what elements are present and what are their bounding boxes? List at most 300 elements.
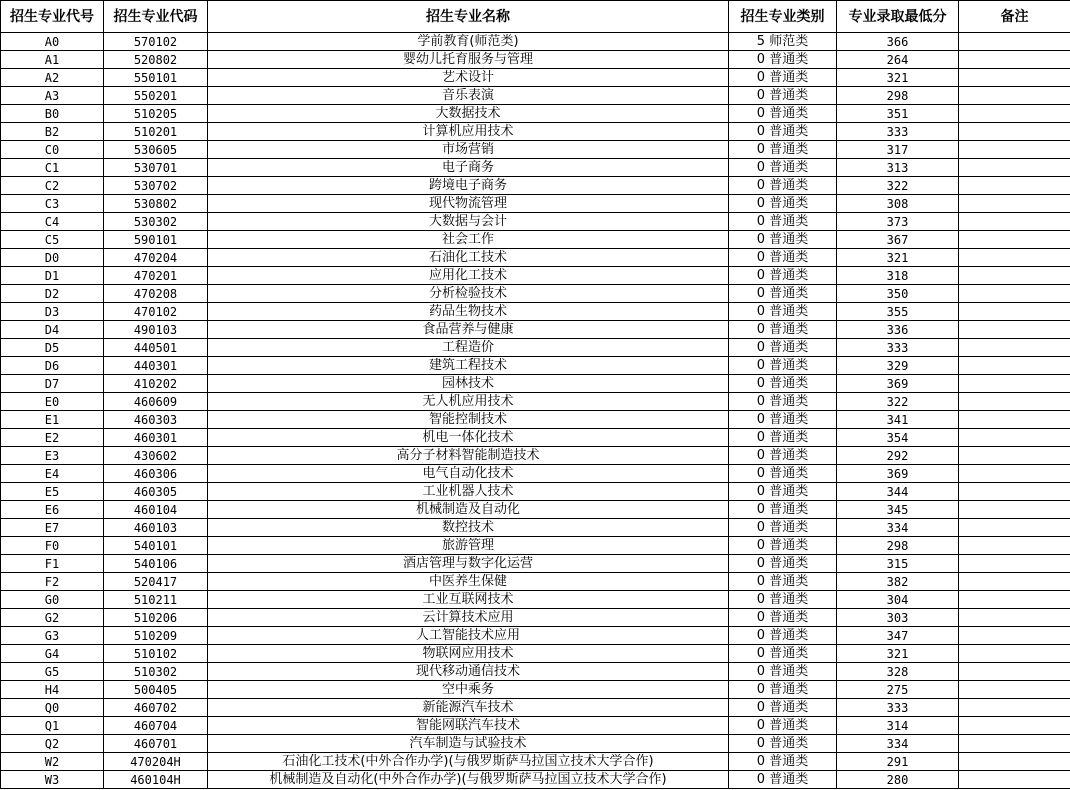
cell-major-category: 0 普通类: [729, 663, 837, 681]
table-row: [1, 645, 1070, 663]
cell-program-code: Q0: [1, 699, 104, 717]
cell-major-code: 460301: [104, 429, 208, 447]
cell-min-score: 329: [837, 357, 959, 375]
cell-program-code: D6: [1, 357, 104, 375]
cell-major-category: 0 普通类: [729, 339, 837, 357]
cell-major-code: 460701: [104, 735, 208, 753]
table-row: [1, 465, 1070, 483]
cell-note: [959, 195, 1070, 213]
cell-major-name: 机械制造及自动化: [208, 501, 729, 519]
cell-major-code: 550101: [104, 69, 208, 87]
cell-min-score: 347: [837, 627, 959, 645]
cell-min-score: 350: [837, 285, 959, 303]
cell-major-code: 500405: [104, 681, 208, 699]
cell-note: [959, 87, 1070, 105]
cell-program-code: D5: [1, 339, 104, 357]
cell-program-code: E3: [1, 447, 104, 465]
cell-major-category: 0 普通类: [729, 573, 837, 591]
cell-major-category: 0 普通类: [729, 717, 837, 735]
cell-major-code: 550201: [104, 87, 208, 105]
cell-major-code: 460104H: [104, 771, 208, 789]
cell-major-code: 530701: [104, 159, 208, 177]
table-header: [1, 1, 1070, 33]
cell-major-name: 高分子材料智能制造技术: [208, 447, 729, 465]
cell-major-name: 石油化工技术(中外合作办学)(与俄罗斯萨马拉国立技术大学合作): [208, 753, 729, 771]
cell-major-code: 460104: [104, 501, 208, 519]
table-row: [1, 321, 1070, 339]
cell-min-score: 369: [837, 375, 959, 393]
cell-major-name: 机械制造及自动化(中外合作办学)(与俄罗斯萨马拉国立技术大学合作): [208, 771, 729, 789]
cell-major-category: 0 普通类: [729, 699, 837, 717]
cell-program-code: F2: [1, 573, 104, 591]
cell-major-name: 现代移动通信技术: [208, 663, 729, 681]
cell-major-name: 跨境电子商务: [208, 177, 729, 195]
cell-note: [959, 213, 1070, 231]
table-row: [1, 33, 1070, 51]
cell-note: [959, 141, 1070, 159]
cell-major-code: 470204H: [104, 753, 208, 771]
cell-program-code: C3: [1, 195, 104, 213]
cell-program-code: D1: [1, 267, 104, 285]
cell-min-score: 291: [837, 753, 959, 771]
table-row: [1, 591, 1070, 609]
cell-major-code: 540101: [104, 537, 208, 555]
cell-note: [959, 159, 1070, 177]
cell-major-category: 0 普通类: [729, 501, 837, 519]
cell-major-name: 园林技术: [208, 375, 729, 393]
cell-note: [959, 339, 1070, 357]
table-row: [1, 267, 1070, 285]
cell-program-code: B0: [1, 105, 104, 123]
cell-major-category: 0 普通类: [729, 231, 837, 249]
cell-major-code: 430602: [104, 447, 208, 465]
cell-major-name: 工程造价: [208, 339, 729, 357]
cell-major-category: 0 普通类: [729, 483, 837, 501]
cell-note: [959, 33, 1070, 51]
table-row: [1, 249, 1070, 267]
cell-major-category: 0 普通类: [729, 159, 837, 177]
cell-major-name: 无人机应用技术: [208, 393, 729, 411]
table-row: [1, 123, 1070, 141]
cell-major-category: 0 普通类: [729, 753, 837, 771]
cell-major-category: 0 普通类: [729, 465, 837, 483]
cell-major-code: 510205: [104, 105, 208, 123]
cell-major-name: 建筑工程技术: [208, 357, 729, 375]
header-note: 备注: [959, 1, 1070, 33]
cell-major-category: 0 普通类: [729, 735, 837, 753]
cell-note: [959, 465, 1070, 483]
cell-major-name: 电子商务: [208, 159, 729, 177]
table-row: [1, 699, 1070, 717]
cell-note: [959, 249, 1070, 267]
cell-major-name: 现代物流管理: [208, 195, 729, 213]
cell-major-category: 0 普通类: [729, 429, 837, 447]
cell-min-score: 314: [837, 717, 959, 735]
cell-min-score: 382: [837, 573, 959, 591]
cell-note: [959, 771, 1070, 789]
cell-major-name: 空中乘务: [208, 681, 729, 699]
cell-major-category: 0 普通类: [729, 447, 837, 465]
cell-program-code: D0: [1, 249, 104, 267]
cell-min-score: 351: [837, 105, 959, 123]
table-row: [1, 771, 1070, 789]
cell-min-score: 344: [837, 483, 959, 501]
cell-min-score: 334: [837, 735, 959, 753]
cell-note: [959, 123, 1070, 141]
cell-major-name: 新能源汽车技术: [208, 699, 729, 717]
cell-program-code: E1: [1, 411, 104, 429]
cell-major-code: 470208: [104, 285, 208, 303]
cell-min-score: 264: [837, 51, 959, 69]
cell-note: [959, 519, 1070, 537]
cell-major-category: 0 普通类: [729, 627, 837, 645]
header-row: [1, 1, 1070, 33]
cell-min-score: 280: [837, 771, 959, 789]
cell-min-score: 313: [837, 159, 959, 177]
cell-major-code: 510211: [104, 591, 208, 609]
cell-major-category: 0 普通类: [729, 285, 837, 303]
cell-major-code: 520802: [104, 51, 208, 69]
cell-major-category: 0 普通类: [729, 609, 837, 627]
cell-major-code: 410202: [104, 375, 208, 393]
cell-major-category: 0 普通类: [729, 195, 837, 213]
cell-major-code: 440301: [104, 357, 208, 375]
cell-major-category: 0 普通类: [729, 321, 837, 339]
cell-major-name: 艺术设计: [208, 69, 729, 87]
cell-program-code: B2: [1, 123, 104, 141]
cell-min-score: 304: [837, 591, 959, 609]
cell-major-category: 0 普通类: [729, 537, 837, 555]
cell-major-category: 0 普通类: [729, 213, 837, 231]
table-row: [1, 573, 1070, 591]
cell-major-code: 460303: [104, 411, 208, 429]
cell-major-code: 510209: [104, 627, 208, 645]
cell-note: [959, 357, 1070, 375]
cell-program-code: E4: [1, 465, 104, 483]
table-row: [1, 447, 1070, 465]
cell-min-score: 315: [837, 555, 959, 573]
table-row: [1, 753, 1070, 771]
table-row: [1, 537, 1070, 555]
cell-min-score: 321: [837, 645, 959, 663]
cell-note: [959, 663, 1070, 681]
cell-major-category: 0 普通类: [729, 771, 837, 789]
table-row: [1, 393, 1070, 411]
cell-program-code: D2: [1, 285, 104, 303]
cell-major-category: 0 普通类: [729, 591, 837, 609]
table-row: [1, 195, 1070, 213]
cell-min-score: 322: [837, 393, 959, 411]
table-row: [1, 69, 1070, 87]
cell-major-name: 物联网应用技术: [208, 645, 729, 663]
cell-major-code: 460103: [104, 519, 208, 537]
cell-note: [959, 411, 1070, 429]
cell-major-name: 汽车制造与试验技术: [208, 735, 729, 753]
cell-major-category: 0 普通类: [729, 51, 837, 69]
cell-major-code: 460306: [104, 465, 208, 483]
cell-program-code: E2: [1, 429, 104, 447]
cell-major-name: 数控技术: [208, 519, 729, 537]
cell-note: [959, 555, 1070, 573]
cell-major-code: 490103: [104, 321, 208, 339]
cell-min-score: 292: [837, 447, 959, 465]
cell-major-code: 590101: [104, 231, 208, 249]
cell-program-code: C1: [1, 159, 104, 177]
cell-major-category: 0 普通类: [729, 411, 837, 429]
cell-major-code: 530702: [104, 177, 208, 195]
cell-program-code: G5: [1, 663, 104, 681]
cell-note: [959, 591, 1070, 609]
cell-program-code: E0: [1, 393, 104, 411]
cell-note: [959, 393, 1070, 411]
cell-major-code: 530802: [104, 195, 208, 213]
cell-min-score: 354: [837, 429, 959, 447]
cell-min-score: 321: [837, 69, 959, 87]
cell-program-code: G2: [1, 609, 104, 627]
cell-note: [959, 537, 1070, 555]
cell-major-name: 智能控制技术: [208, 411, 729, 429]
cell-min-score: 355: [837, 303, 959, 321]
cell-major-category: 0 普通类: [729, 375, 837, 393]
cell-note: [959, 483, 1070, 501]
cell-min-score: 317: [837, 141, 959, 159]
table-row: [1, 285, 1070, 303]
cell-note: [959, 321, 1070, 339]
table-row: [1, 411, 1070, 429]
cell-major-name: 云计算技术应用: [208, 609, 729, 627]
cell-major-code: 460609: [104, 393, 208, 411]
cell-note: [959, 753, 1070, 771]
cell-major-name: 计算机应用技术: [208, 123, 729, 141]
cell-major-category: 0 普通类: [729, 69, 837, 87]
cell-major-code: 540106: [104, 555, 208, 573]
cell-note: [959, 51, 1070, 69]
cell-program-code: F1: [1, 555, 104, 573]
cell-major-name: 工业互联网技术: [208, 591, 729, 609]
table-row: [1, 105, 1070, 123]
cell-program-code: C2: [1, 177, 104, 195]
table-row: [1, 213, 1070, 231]
cell-major-code: 470201: [104, 267, 208, 285]
cell-major-code: 440501: [104, 339, 208, 357]
cell-major-category: 0 普通类: [729, 249, 837, 267]
cell-program-code: W2: [1, 753, 104, 771]
cell-program-code: D3: [1, 303, 104, 321]
cell-program-code: E5: [1, 483, 104, 501]
cell-note: [959, 573, 1070, 591]
cell-note: [959, 375, 1070, 393]
cell-note: [959, 231, 1070, 249]
cell-note: [959, 681, 1070, 699]
cell-major-code: 510102: [104, 645, 208, 663]
cell-major-code: 460704: [104, 717, 208, 735]
cell-program-code: F0: [1, 537, 104, 555]
cell-program-code: A3: [1, 87, 104, 105]
table-row: [1, 519, 1070, 537]
cell-major-name: 社会工作: [208, 231, 729, 249]
cell-min-score: 345: [837, 501, 959, 519]
cell-major-code: 470204: [104, 249, 208, 267]
cell-major-code: 520417: [104, 573, 208, 591]
cell-major-category: 0 普通类: [729, 555, 837, 573]
cell-major-category: 0 普通类: [729, 141, 837, 159]
cell-major-category: 0 普通类: [729, 267, 837, 285]
table-row: [1, 231, 1070, 249]
cell-program-code: W3: [1, 771, 104, 789]
cell-note: [959, 447, 1070, 465]
cell-program-code: G4: [1, 645, 104, 663]
cell-min-score: 308: [837, 195, 959, 213]
cell-program-code: C0: [1, 141, 104, 159]
cell-major-code: 510206: [104, 609, 208, 627]
table-row: [1, 717, 1070, 735]
cell-program-code: E6: [1, 501, 104, 519]
header-major-name: 招生专业名称: [208, 1, 729, 33]
cell-note: [959, 303, 1070, 321]
cell-major-name: 音乐表演: [208, 87, 729, 105]
table-row: [1, 339, 1070, 357]
cell-major-category: 5 师范类: [729, 33, 837, 51]
table-row: [1, 501, 1070, 519]
cell-note: [959, 699, 1070, 717]
cell-min-score: 275: [837, 681, 959, 699]
cell-program-code: A2: [1, 69, 104, 87]
cell-major-code: 510302: [104, 663, 208, 681]
cell-note: [959, 69, 1070, 87]
cell-note: [959, 501, 1070, 519]
cell-major-name: 应用化工技术: [208, 267, 729, 285]
cell-major-code: 570102: [104, 33, 208, 51]
cell-min-score: 303: [837, 609, 959, 627]
cell-major-name: 人工智能技术应用: [208, 627, 729, 645]
cell-major-category: 0 普通类: [729, 519, 837, 537]
cell-min-score: 321: [837, 249, 959, 267]
cell-min-score: 341: [837, 411, 959, 429]
cell-major-category: 0 普通类: [729, 303, 837, 321]
table-row: [1, 681, 1070, 699]
cell-min-score: 336: [837, 321, 959, 339]
cell-program-code: D4: [1, 321, 104, 339]
cell-major-category: 0 普通类: [729, 105, 837, 123]
cell-major-name: 工业机器人技术: [208, 483, 729, 501]
cell-note: [959, 735, 1070, 753]
cell-major-code: 460702: [104, 699, 208, 717]
cell-program-code: D7: [1, 375, 104, 393]
cell-min-score: 333: [837, 123, 959, 141]
table-row: [1, 303, 1070, 321]
cell-min-score: 366: [837, 33, 959, 51]
cell-major-name: 市场营销: [208, 141, 729, 159]
cell-major-name: 大数据与会计: [208, 213, 729, 231]
cell-program-code: G3: [1, 627, 104, 645]
table-row: [1, 51, 1070, 69]
cell-major-code: 530302: [104, 213, 208, 231]
cell-min-score: 318: [837, 267, 959, 285]
cell-major-category: 0 普通类: [729, 123, 837, 141]
cell-note: [959, 105, 1070, 123]
cell-major-name: 药品生物技术: [208, 303, 729, 321]
cell-note: [959, 627, 1070, 645]
header-program-code: 招生专业代号: [1, 1, 104, 33]
cell-major-name: 学前教育(师范类): [208, 33, 729, 51]
cell-major-code: 510201: [104, 123, 208, 141]
cell-note: [959, 285, 1070, 303]
cell-min-score: 322: [837, 177, 959, 195]
table-row: [1, 141, 1070, 159]
cell-major-name: 中医养生保健: [208, 573, 729, 591]
table-row: [1, 483, 1070, 501]
cell-min-score: 373: [837, 213, 959, 231]
cell-note: [959, 609, 1070, 627]
cell-major-name: 电气自动化技术: [208, 465, 729, 483]
cell-major-name: 食品营养与健康: [208, 321, 729, 339]
cell-major-name: 酒店管理与数字化运营: [208, 555, 729, 573]
cell-note: [959, 717, 1070, 735]
cell-min-score: 369: [837, 465, 959, 483]
table-row: [1, 429, 1070, 447]
cell-min-score: 367: [837, 231, 959, 249]
cell-program-code: A0: [1, 33, 104, 51]
cell-note: [959, 177, 1070, 195]
cell-min-score: 298: [837, 537, 959, 555]
cell-min-score: 334: [837, 519, 959, 537]
cell-min-score: 333: [837, 699, 959, 717]
cell-note: [959, 645, 1070, 663]
cell-min-score: 333: [837, 339, 959, 357]
cell-program-code: A1: [1, 51, 104, 69]
table-row: [1, 375, 1070, 393]
table-row: [1, 357, 1070, 375]
cell-major-category: 0 普通类: [729, 645, 837, 663]
cell-major-category: 0 普通类: [729, 87, 837, 105]
cell-major-category: 0 普通类: [729, 681, 837, 699]
table-row: [1, 609, 1070, 627]
cell-program-code: C5: [1, 231, 104, 249]
cell-major-category: 0 普通类: [729, 357, 837, 375]
header-min-score: 专业录取最低分: [837, 1, 959, 33]
cell-min-score: 298: [837, 87, 959, 105]
cell-program-code: C4: [1, 213, 104, 231]
header-major-code: 招生专业代码: [104, 1, 208, 33]
cell-program-code: H4: [1, 681, 104, 699]
table-row: [1, 87, 1070, 105]
header-major-category: 招生专业类别: [729, 1, 837, 33]
table-row: [1, 735, 1070, 753]
cell-major-category: 0 普通类: [729, 177, 837, 195]
cell-major-code: 460305: [104, 483, 208, 501]
cell-major-category: 0 普通类: [729, 393, 837, 411]
table-row: [1, 159, 1070, 177]
table-row: [1, 627, 1070, 645]
table-row: [1, 663, 1070, 681]
cell-major-name: 旅游管理: [208, 537, 729, 555]
cell-major-name: 婴幼儿托育服务与管理: [208, 51, 729, 69]
cell-major-name: 智能网联汽车技术: [208, 717, 729, 735]
cell-major-name: 分析检验技术: [208, 285, 729, 303]
table-row: [1, 177, 1070, 195]
cell-note: [959, 267, 1070, 285]
cell-note: [959, 429, 1070, 447]
cell-major-code: 470102: [104, 303, 208, 321]
cell-major-name: 石油化工技术: [208, 249, 729, 267]
cell-major-name: 机电一体化技术: [208, 429, 729, 447]
cell-program-code: Q2: [1, 735, 104, 753]
cell-program-code: E7: [1, 519, 104, 537]
table-row: [1, 555, 1070, 573]
cell-program-code: G0: [1, 591, 104, 609]
cell-major-code: 530605: [104, 141, 208, 159]
cell-major-name: 大数据技术: [208, 105, 729, 123]
